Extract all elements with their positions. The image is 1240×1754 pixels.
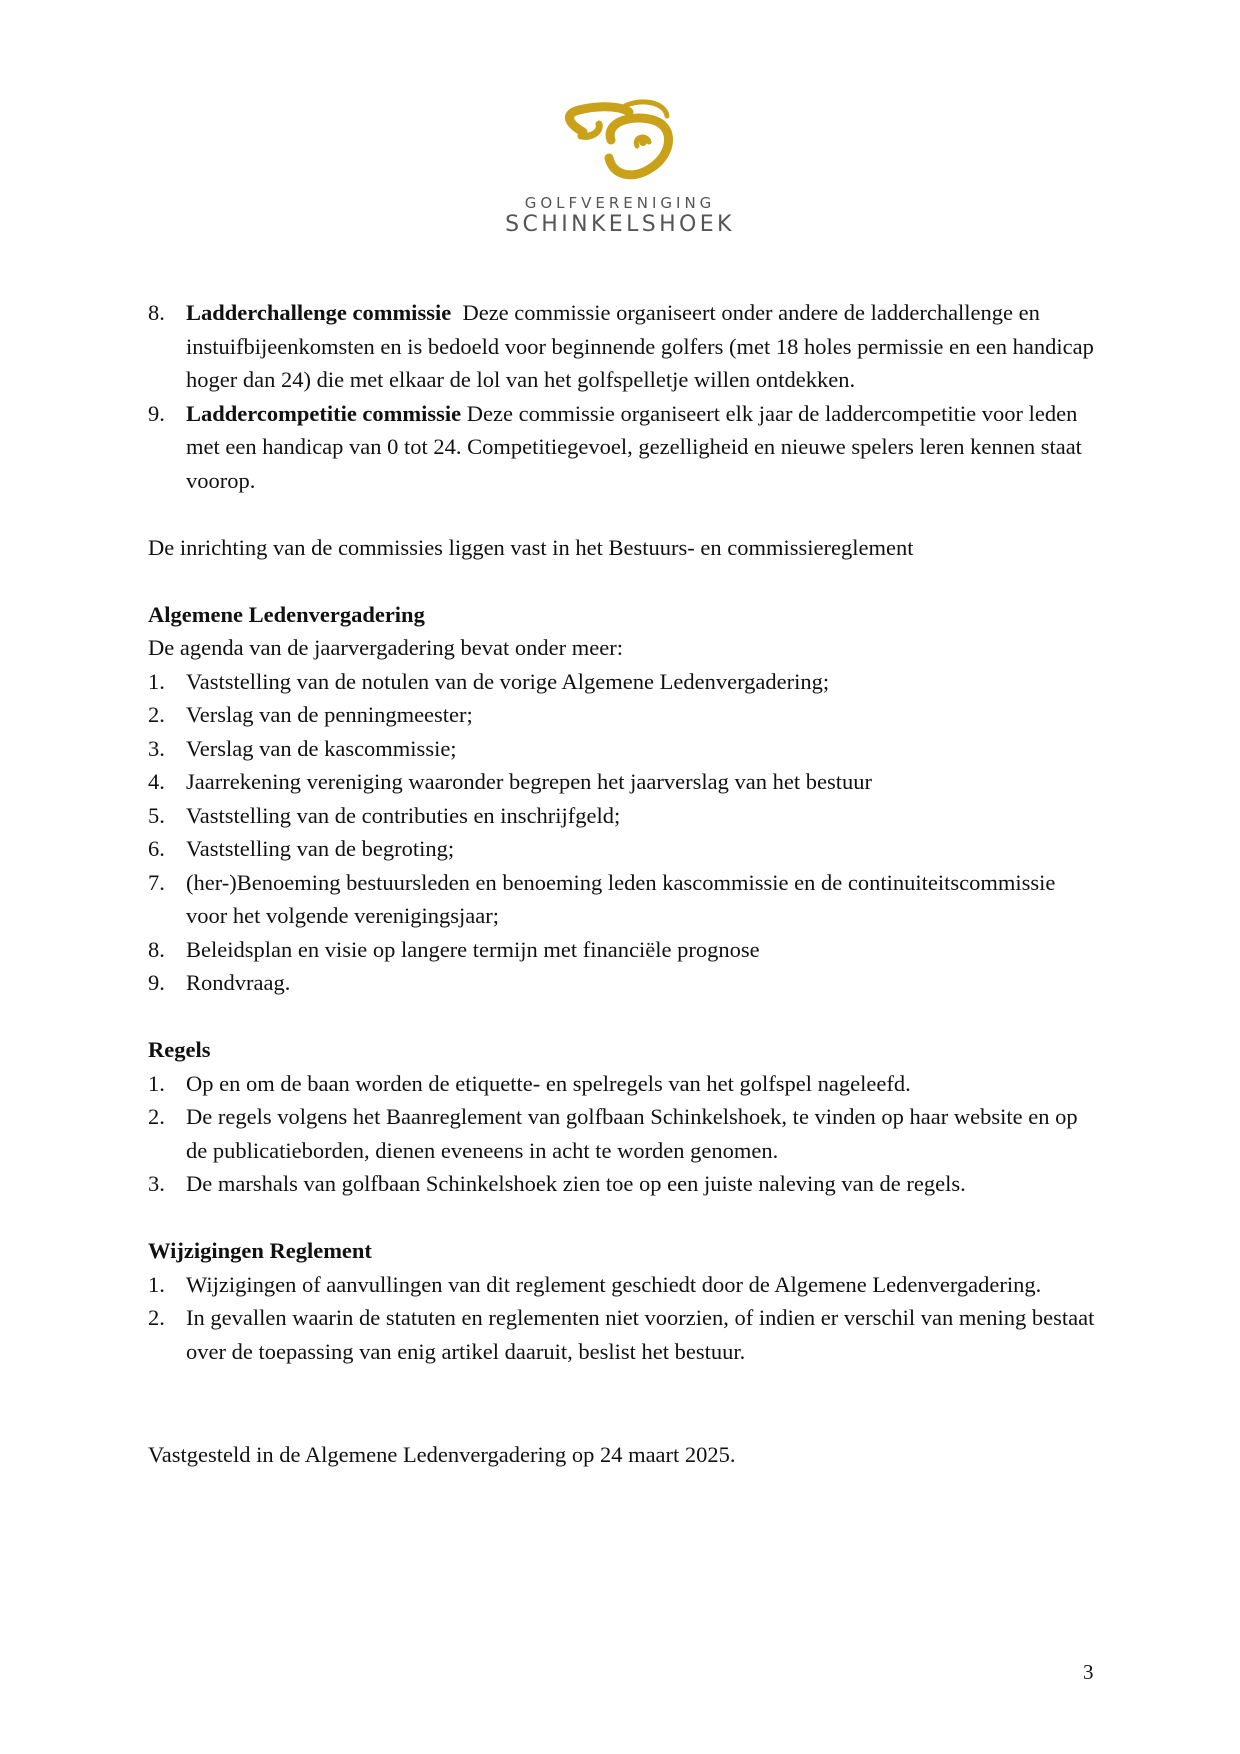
list-number: 4. [148,769,165,794]
logo-emblem-icon [555,92,685,188]
list-item [148,765,1098,799]
list-item [148,1268,1098,1302]
list-number: 1. [148,668,165,694]
wijzigingen-heading: Wijzigingen Reglement [148,1238,372,1263]
list-item [148,966,1098,1000]
list-item [148,1100,1098,1167]
list-item [148,832,1098,866]
list-number: 9. [148,970,165,995]
list-item [148,397,1098,498]
list-number: 1. [148,1271,165,1297]
list-text: Wijzigingen of aanvullingen van dit reglement geschiedt door de Algemene Ledenvergadering. [186,1271,1042,1297]
logo-text-golfvereniging: GOLFVERENIGING [524,194,716,212]
commission-title: Laddercompetitie commissie [186,400,462,426]
inrichting-paragraph: De inrichting van de commissies liggen vast in het Bestuurs- en commissiereglement [148,534,914,560]
list-number: 1. [148,1070,165,1096]
list-item [148,665,1098,699]
list-text: Vaststelling van de contributies en inschrijfgeld; [186,802,621,828]
alv-heading: Algemene Ledenvergadering [148,601,425,627]
alv-intro: De agenda van de jaarvergadering bevat onder meer: [148,635,623,660]
list-item [148,1167,1098,1201]
list-number: 2. [148,702,165,727]
regels-list [148,1067,1098,1201]
list-text: Verslag van de penningmeester; [186,702,473,727]
list-text: In gevallen waarin de statuten en reglementen niet voorzien, of indien er verschil van mening bestaat over de toepassing van enig artikel daaruit, beslist het bestuur. [186,1305,1095,1364]
commission-description: Deze commissie organiseert onder andere de ladderchallenge en instuifbijeenkomsten en is bedoeld voor beginnende golfers (met 18 holes permissie en een handicap hoger dan 24) die met elkaar de lol van het golfspelletje willen ontdekken. [186,300,1100,392]
list-number: 2. [148,1104,165,1129]
list-text: Beleidsplan en visie op langere termijn met financiële prognose [186,936,760,962]
list-item [148,1301,1098,1368]
commission-title: Ladderchallenge commissie [186,300,452,325]
document-body [148,296,1098,1472]
list-number: 7. [148,869,165,895]
list-number: 9. [148,400,165,426]
list-text: De marshals van golfbaan Schinkelshoek zien toe op een juiste naleving van de regels. [186,1171,966,1196]
commission-list [148,296,1098,497]
list-number: 8. [148,300,165,325]
regels-heading: Regels [148,1037,211,1062]
list-number: 3. [148,1171,165,1196]
list-number: 5. [148,802,165,828]
list-text [186,397,1098,498]
list-text: De regels volgens het Baanreglement van golfbaan Schinkelshoek, te vinden op haar website en op de publicatieborden, dienen eveneens in acht te worden genomen. [186,1104,1078,1163]
list-text: Rondvraag. [186,970,291,995]
list-text: Op en om de baan worden de etiquette- en spelregels van het golfspel nageleefd. [186,1070,911,1096]
list-item [148,732,1098,766]
list-number: 8. [148,936,165,962]
list-text: Vaststelling van de begroting; [186,836,455,861]
list-number: 3. [148,735,165,761]
list-number: 2. [148,1305,165,1330]
page-number: 3 [1083,1660,1094,1684]
list-item [148,799,1098,833]
list-text: Verslag van de kascommissie; [186,735,457,761]
list-item [148,866,1098,933]
club-logo [490,92,750,262]
alv-agenda-list [148,665,1098,1000]
list-text [186,296,1098,397]
commission-description: Deze commissie organiseert elk jaar de laddercompetitie voor leden met een handicap van 0 tot 24. Competitiegevoel, gezelligheid en nieuwe spelers leren kennen staat voorop. [186,400,1088,493]
vastgesteld-statement: Vastgesteld in de Algemene Ledenvergadering op 24 maart 2025. [148,1442,736,1467]
logo-text-schinkelshoek: SCHINKELSHOEK [505,212,735,237]
list-item [148,933,1098,967]
list-text: (her-)Benoeming bestuursleden en benoeming leden kascommissie en de continuiteitscommissie voor het volgende verenigingsjaar; [186,869,1056,928]
list-text: Jaarrekening vereniging waaronder begrepen het jaarverslag van het bestuur [186,769,872,794]
wijzigingen-list [148,1268,1098,1369]
list-item [148,296,1098,397]
list-item [148,698,1098,732]
list-text: Vaststelling van de notulen van de vorige Algemene Ledenvergadering; [186,668,830,694]
list-item [148,1067,1098,1101]
list-number: 6. [148,836,165,861]
